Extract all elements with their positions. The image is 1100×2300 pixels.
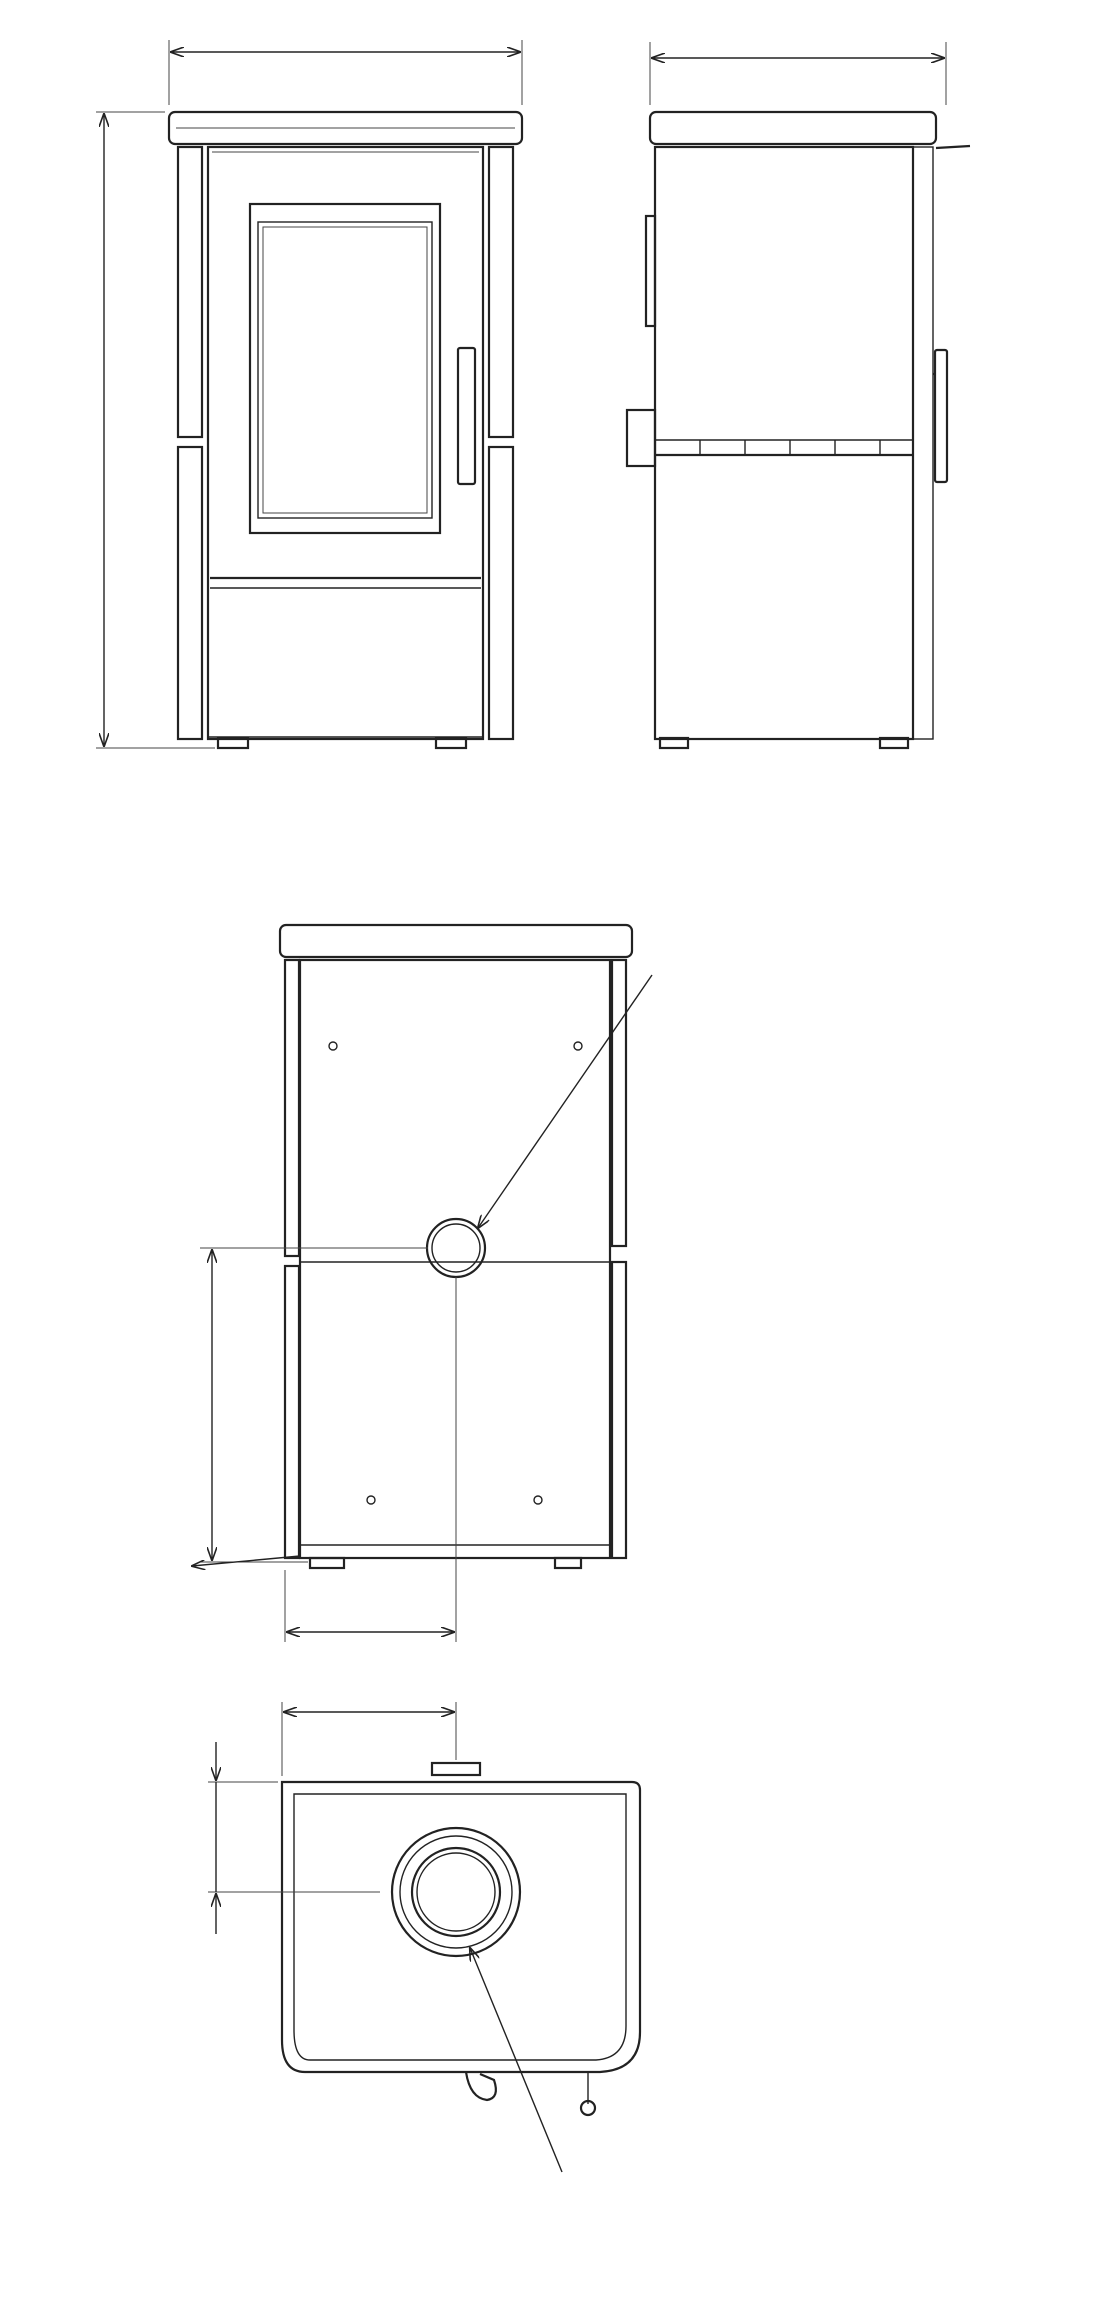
air-inlet-circle: [427, 1219, 485, 1277]
flue-exit-opening: [412, 1848, 500, 1936]
flue-offset-x-dimension: [282, 1702, 456, 1776]
front-view: [169, 112, 522, 748]
height-dimension: [96, 112, 215, 748]
top-view: [282, 1763, 640, 2115]
depth-dimension: [650, 42, 946, 105]
side-view: [627, 112, 970, 748]
air-inlet-height-dimension: [192, 1248, 428, 1566]
air-inlet-offset-dimension: [285, 1277, 456, 1642]
width-dimension: [169, 40, 522, 105]
